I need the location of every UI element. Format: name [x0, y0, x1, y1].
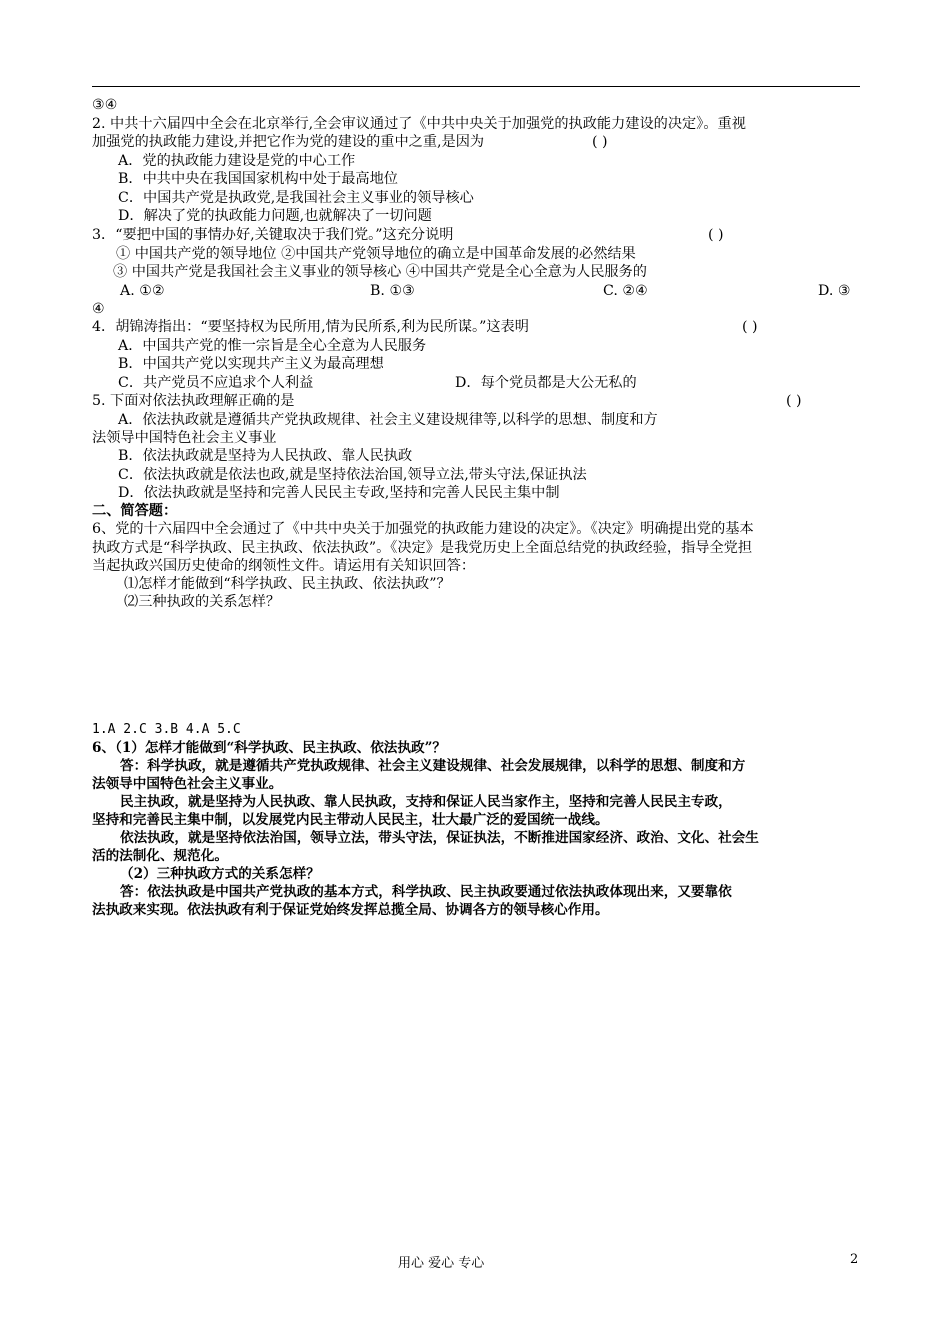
q4-option-d: D．每个党员都是大公无私的	[455, 375, 637, 391]
q2-stem-line1: 2. 中共十六届四中全会在北京举行,全会审议通过了《中共中央关于加强党的执政能力建设的决定》。重视	[92, 116, 746, 132]
q4-stem: 4．胡锦涛指出：“要坚持权为民所用,情为民所系,利为民所谋。”这表明	[92, 319, 529, 335]
q2-stem-line2: 加强党的执政能力建设,并把它作为党的建设的重中之重,是因为	[92, 134, 485, 150]
answer-key: 1.A 2.C 3.B 4.A 5.C	[92, 722, 241, 737]
answer-6-para4-line2: 法执政来实现。依法执政有利于保证党始终发挥总揽全局、协调各方的领导核心作用。	[92, 902, 609, 918]
answer-6-para4-line1: 答：依法执政是中国共产党执政的基本方式，科学执政、民主执政要通过依法执政体现出来，又要靠依	[120, 884, 732, 900]
q2-option-b: B．中共中央在我国国家机构中处于最高地位	[118, 171, 398, 187]
q2-option-c: C．中国共产党是执政党,是我国社会主义事业的领导核心	[118, 190, 474, 206]
q3-items-3-4: ③ 中国共产党是我国社会主义事业的领导核心 ④中国共产党是全心全意为人民服务的	[113, 264, 647, 280]
q2-answer-paren: ( )	[592, 134, 608, 150]
q5-option-d: D．依法执政就是坚持和完善人民民主专政,坚持和完善人民民主集中制	[118, 485, 560, 501]
q3-option-d-wrap: ④	[92, 301, 105, 317]
q4-option-c: C．共产党员不应追求个人利益	[118, 375, 314, 391]
q4-option-b: B．中国共产党以实现共产主义为最高理想	[118, 356, 384, 372]
q4-option-a: A．中国共产党的惟一宗旨是全心全意为人民服务	[118, 338, 427, 354]
q3-items-1-2: ① 中国共产党的领导地位 ②中国共产党领导地位的确立是中国革命发展的必然结果	[116, 246, 636, 262]
answer-6-para3-line2: 活的法制化、规范化。	[92, 848, 228, 864]
q5-answer-paren: ( )	[786, 393, 802, 409]
answer-6-para3-line1: 依法执政，就是坚持依法治国，领导立法，带头守法，保证执法，不断推进国家经济、政治、文化、社会生	[120, 830, 759, 846]
section-heading: 二、简答题：	[92, 503, 178, 519]
q1-tail: ③④	[92, 97, 118, 113]
answer-6-para1-line1: 答：科学执政，就是遵循共产党执政规律、社会主义建设规律、社会发展规律，以科学的思想、制度和方	[120, 758, 746, 774]
q5-option-a-line1: A．依法执政就是遵循共产党执政规律、社会主义建设规律等,以科学的思想、制度和方	[118, 412, 658, 428]
answer-6-heading-2: （2）三种执政方式的关系怎样？	[120, 866, 320, 882]
answer-6-para2-line2: 坚持和完善民主集中制，以发展党内民主带动人民民主，壮大最广泛的爱国统一战线。	[92, 812, 609, 828]
q2-option-a: A．党的执政能力建设是党的中心工作	[118, 153, 356, 169]
q6-sub-question-2: ⑵三种执政的关系怎样？	[124, 594, 281, 610]
q2-option-d: D．解决了党的执政能力问题,也就解决了一切问题	[118, 208, 432, 224]
q3-stem: 3．“要把中国的事情办好,关键取决于我们党。”这充分说明	[92, 227, 454, 243]
answer-6-para1-line2: 法领导中国特色社会主义事业。	[92, 776, 283, 792]
q5-option-c: C．依法执政就是依法也政,就是坚持依法治国,领导立法,带头守法,保证执法	[118, 467, 587, 483]
q3-option-c: C. ②④	[603, 283, 648, 299]
q6-sub-question-1: ⑴怎样才能做到“科学执政、民主执政、依法执政”？	[124, 576, 451, 592]
q3-answer-paren: ( )	[708, 227, 724, 243]
answer-6-heading-1: 6、（1）怎样才能做到“科学执政、民主执政、依法执政”？	[92, 740, 447, 756]
q5-option-a-line2: 法领导中国特色社会主义事业	[92, 430, 277, 446]
q6-stem-line1: 6、党的十六届四中全会通过了《中共中央关于加强党的执政能力建设的决定》。《决定》明确提出党的基本	[92, 521, 754, 537]
footer-motto: 用心 爱心 专心	[398, 1256, 485, 1271]
q5-option-b: B．依法执政就是坚持为人民执政、靠人民执政	[118, 448, 413, 464]
q6-stem-line2: 执政方式是“科学执政、民主执政、依法执政”。《决定》是我党历史上全面总结党的执政经验，指导全党担	[92, 540, 753, 556]
q3-option-d: D. ③	[818, 283, 851, 299]
q3-option-a: A. ①②	[120, 283, 165, 299]
header-rule	[92, 86, 860, 87]
page-number: 2	[850, 1252, 859, 1267]
q3-option-b: B. ①③	[370, 283, 415, 299]
q4-answer-paren: ( )	[742, 319, 758, 335]
answer-6-para2-line1: 民主执政，就是坚持为人民执政、靠人民执政，支持和保证人民当家作主，坚持和完善人民民主专政，	[120, 794, 732, 810]
q6-stem-line3: 当起执政兴国历史使命的纲领性文件。请运用有关知识回答：	[92, 558, 476, 574]
q5-stem: 5. 下面对依法执政理解正确的是	[92, 393, 295, 409]
